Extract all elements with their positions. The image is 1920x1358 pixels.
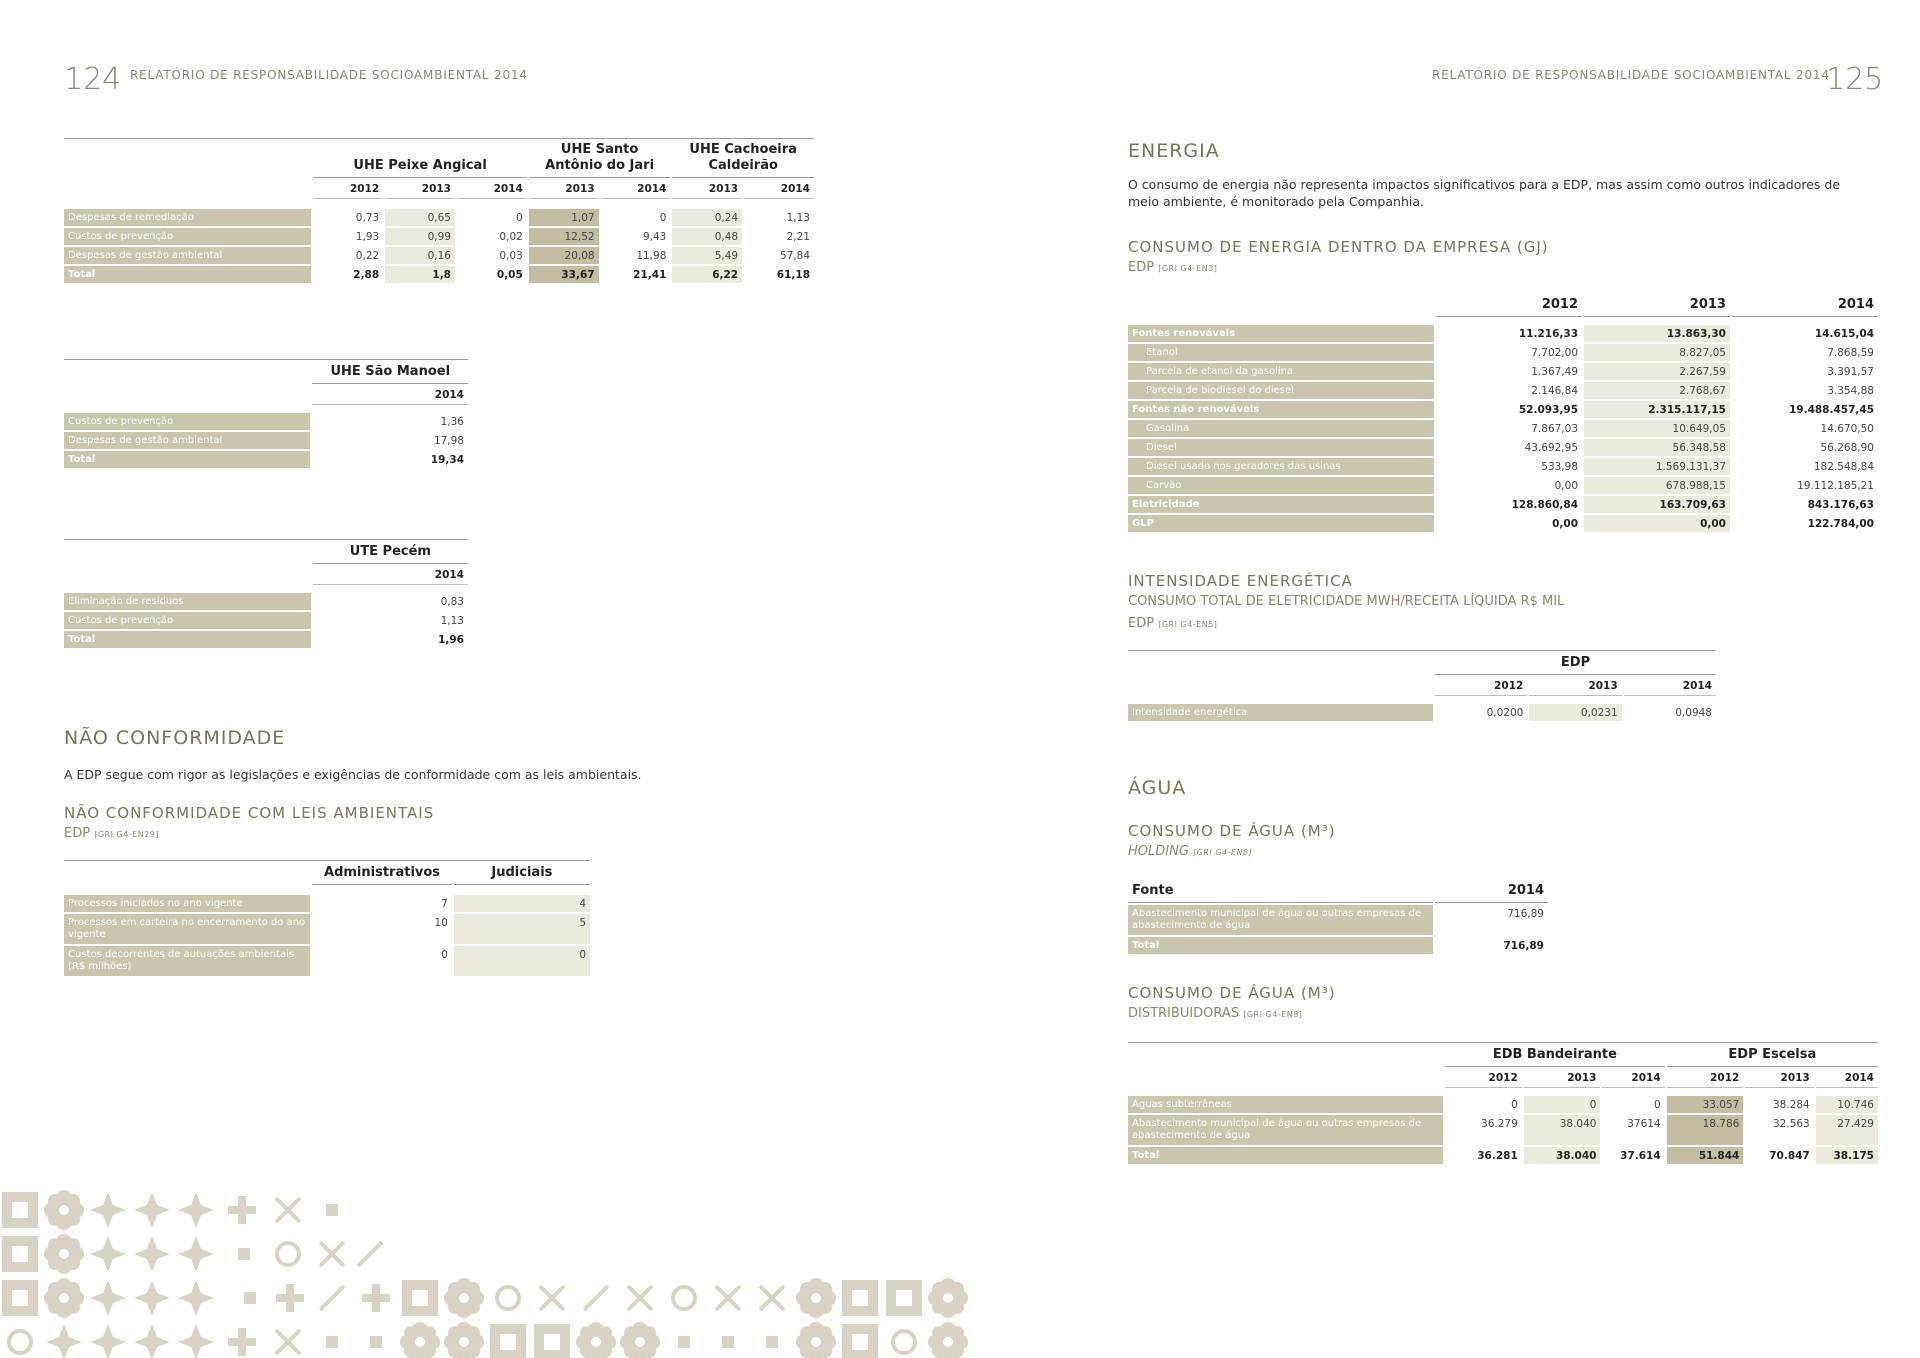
row-label: Abastecimento municipal de água ou outras empresas de abastecimento de água bbox=[1128, 905, 1433, 935]
cell: 10.746 bbox=[1816, 1096, 1878, 1113]
cell: 182.548,84 bbox=[1813, 460, 1874, 473]
table-row bbox=[64, 895, 590, 912]
cell: 19.488.457,45 bbox=[1788, 403, 1874, 416]
gri-code: [GRI G4-EN29] bbox=[94, 830, 160, 839]
row-label: Custos de prevenção bbox=[64, 228, 311, 245]
cell: 32.563 bbox=[1773, 1118, 1810, 1130]
table-agua-holding bbox=[1126, 880, 1550, 956]
table-row bbox=[1128, 704, 1716, 721]
year-header: 2012 bbox=[1667, 1069, 1744, 1088]
table-top-rule bbox=[64, 359, 468, 360]
row-label: Fontes renováveis bbox=[1128, 325, 1434, 342]
cell: 0,00 bbox=[1554, 479, 1579, 492]
cell: 3.354,88 bbox=[1827, 384, 1874, 397]
running-head-right: RELATÓRIO DE RESPONSABILIDADE SOCIOAMBIENTAL 2014 bbox=[1432, 68, 1830, 82]
year-header: 2014 bbox=[1602, 1069, 1664, 1088]
row-label: Abastecimento municipal de água ou outras empresas de abastecimento de água bbox=[1128, 1115, 1443, 1145]
cell: 1,13 bbox=[786, 211, 810, 224]
cell: 2.146,84 bbox=[1531, 384, 1579, 397]
cell: 38.040 bbox=[1524, 1147, 1601, 1164]
cell: 19,34 bbox=[430, 453, 464, 466]
cell: 716,89 bbox=[1507, 908, 1544, 920]
cell: 37614 bbox=[1627, 1118, 1661, 1130]
table-row bbox=[1128, 496, 1878, 513]
table-uhe-costs bbox=[62, 140, 816, 285]
row-label: Eliminação de resíduos bbox=[64, 593, 311, 610]
table-row bbox=[1128, 1096, 1878, 1113]
cell: 1,07 bbox=[529, 209, 599, 226]
cell: 0 bbox=[1653, 1098, 1661, 1111]
table-top-rule bbox=[1128, 650, 1716, 651]
table-row bbox=[64, 209, 814, 226]
cell: 0 bbox=[516, 211, 523, 224]
cell: 18.786 bbox=[1667, 1115, 1744, 1145]
year-header: 2014 bbox=[1732, 296, 1878, 317]
cell: 1,36 bbox=[440, 415, 464, 428]
cell: 37.614 bbox=[1620, 1149, 1661, 1162]
cell: 13.863,30 bbox=[1584, 325, 1730, 342]
year-header: 2013 bbox=[1745, 1069, 1813, 1088]
cell: 14.615,04 bbox=[1814, 327, 1874, 340]
group-uhe-sao-manoel: UHE São Manoel bbox=[312, 363, 468, 384]
year-header: 2012 bbox=[1445, 1069, 1522, 1088]
group-edb-bandeirante: EDB Bandeirante bbox=[1445, 1046, 1665, 1067]
cell: 0,99 bbox=[385, 228, 455, 245]
cell: 1,93 bbox=[355, 230, 380, 243]
cell: 128.860,84 bbox=[1511, 498, 1579, 511]
gri-prefix: EDP bbox=[64, 826, 91, 841]
table-intensidade bbox=[1126, 652, 1718, 723]
row-label: Processos em carteira no encerramento do ano vigente bbox=[64, 914, 310, 944]
year-header: 2012 bbox=[313, 180, 383, 199]
year-header: 2014 bbox=[457, 180, 527, 199]
cell: 0,00 bbox=[1552, 517, 1579, 530]
row-label: Despesas de gestão ambiental bbox=[64, 432, 310, 449]
cell: 2,21 bbox=[786, 230, 810, 243]
cell: 7.867,03 bbox=[1531, 422, 1579, 435]
section-title-energia: ENERGIA bbox=[1128, 140, 1220, 162]
cell: 7 bbox=[441, 897, 448, 910]
col-judiciais: Judiciais bbox=[454, 864, 590, 885]
cell: 0,0231 bbox=[1529, 704, 1621, 721]
subtitle-intensidade: INTENSIDADE ENERGÉTICA bbox=[1128, 572, 1353, 590]
cell: 56.348,58 bbox=[1584, 439, 1730, 456]
table-row-total bbox=[1128, 937, 1548, 954]
cell: 1,13 bbox=[440, 614, 464, 627]
row-label: Águas subterrâneas bbox=[1128, 1096, 1443, 1113]
cell: 7.868,59 bbox=[1827, 346, 1874, 359]
cell: 0 bbox=[441, 949, 448, 961]
cell: 678.988,15 bbox=[1584, 477, 1730, 494]
gri-code: [GRI G4-EN5] bbox=[1158, 620, 1218, 629]
col-fonte: Fonte bbox=[1128, 882, 1433, 903]
gri-reference bbox=[1128, 616, 1217, 631]
cell: 843.176,63 bbox=[1807, 498, 1874, 511]
table-agua-distribuidoras bbox=[1126, 1044, 1880, 1166]
cell: 33.057 bbox=[1667, 1096, 1744, 1113]
cell: 10.649,05 bbox=[1584, 420, 1730, 437]
cell: 163.709,63 bbox=[1584, 496, 1730, 513]
table-row bbox=[1128, 905, 1548, 935]
gri-prefix: EDP bbox=[1128, 616, 1155, 631]
year-header: 2014 bbox=[1435, 882, 1548, 903]
row-label: Fontes não renováveis bbox=[1128, 401, 1434, 418]
table-row bbox=[1128, 515, 1878, 532]
cell: 0,02 bbox=[499, 230, 523, 243]
row-label: Gasolina bbox=[1128, 420, 1434, 437]
cell: 52.093,95 bbox=[1518, 403, 1579, 416]
table-consumo-energia bbox=[1126, 294, 1880, 534]
subtitle-consumo-energia: CONSUMO DE ENERGIA DENTRO DA EMPRESA (GJ) bbox=[1128, 238, 1549, 256]
table-row bbox=[1128, 439, 1878, 456]
row-label: Carvão bbox=[1128, 477, 1434, 494]
section-title-nao-conformidade: NÃO CONFORMIDADE bbox=[64, 727, 286, 749]
cell: 4 bbox=[454, 895, 590, 912]
cell: 0,00 bbox=[1584, 515, 1730, 532]
gri-reference bbox=[1128, 1006, 1302, 1021]
group-uhe-peixe-angical: UHE Peixe Angical bbox=[313, 142, 526, 178]
page-number-right: 125 bbox=[1826, 62, 1884, 97]
table-top-rule bbox=[64, 860, 590, 861]
cell: 716,89 bbox=[1503, 939, 1544, 952]
cell: 2.267,59 bbox=[1584, 363, 1730, 380]
table-ute-pecem bbox=[62, 541, 470, 650]
year-header: 2014 bbox=[312, 386, 468, 405]
table-uhe-sao-manoel bbox=[62, 361, 470, 470]
cell: 9,43 bbox=[642, 230, 667, 243]
cell: 17,98 bbox=[433, 434, 464, 447]
table-row bbox=[64, 593, 468, 610]
cell: 0 bbox=[659, 211, 667, 224]
running-head-left: RELATÓRIO DE RESPONSABILIDADE SOCIOAMBIENTAL 2014 bbox=[130, 68, 528, 82]
table-row bbox=[1128, 363, 1878, 380]
cell: 3.391,57 bbox=[1827, 365, 1874, 378]
cell: 2.315.117,15 bbox=[1584, 401, 1730, 418]
table-row bbox=[1128, 401, 1878, 418]
cell: 0 bbox=[454, 946, 590, 976]
group-uhe-cachoeira: UHE Cachoeira Caldeirão bbox=[672, 142, 814, 178]
cell: 1.569.131,37 bbox=[1584, 458, 1730, 475]
row-label: Custos decorrentes de autuações ambientais (R$ milhões) bbox=[64, 946, 310, 976]
cell: 1,96 bbox=[438, 633, 464, 646]
table-row bbox=[1128, 382, 1878, 399]
table-nao-conformidade bbox=[62, 862, 592, 978]
row-label: Etanol bbox=[1128, 344, 1434, 361]
group-ute-pecem: UTE Pecém bbox=[313, 543, 468, 564]
cell: 38.284 bbox=[1773, 1098, 1810, 1111]
year-header: 2013 bbox=[1529, 677, 1621, 696]
year-header: 2014 bbox=[1816, 1069, 1878, 1088]
table-row bbox=[64, 413, 468, 430]
paragraph-nao-conformidade: A EDP segue com rigor as legislações e exigências de conformidade com as leis ambientais. bbox=[64, 767, 642, 782]
cell: 70.847 bbox=[1769, 1149, 1810, 1162]
cell: 20,08 bbox=[529, 247, 599, 264]
cell: 11.216,33 bbox=[1518, 327, 1579, 340]
cell: 0,65 bbox=[385, 209, 455, 226]
cell: 19.112.185,21 bbox=[1797, 479, 1874, 492]
cell: 0,0948 bbox=[1675, 706, 1712, 719]
cell: 2.768,67 bbox=[1584, 382, 1730, 399]
row-label: Total bbox=[64, 266, 311, 283]
row-label: Intensidade energética bbox=[1128, 704, 1433, 721]
cell: 0,0200 bbox=[1486, 706, 1524, 719]
cell: 0,03 bbox=[499, 249, 523, 262]
row-label: Total bbox=[1128, 937, 1433, 954]
row-label: Total bbox=[1128, 1147, 1443, 1164]
cell: 7.702,00 bbox=[1531, 346, 1579, 359]
gri-reference bbox=[1128, 844, 1252, 859]
group-uhe-santo-antonio: UHE Santo Antônio do Jari bbox=[529, 142, 671, 178]
table-top-rule bbox=[64, 539, 468, 540]
year-header: 2014 bbox=[601, 180, 671, 199]
table-row-total bbox=[64, 451, 468, 468]
table-row bbox=[1128, 477, 1878, 494]
group-edp: EDP bbox=[1435, 654, 1716, 675]
cell: 33,67 bbox=[529, 266, 599, 283]
cell: 56.268,90 bbox=[1820, 441, 1874, 454]
year-header: 2013 bbox=[672, 180, 742, 199]
cell: 1,8 bbox=[385, 266, 455, 283]
cell: 14.670,50 bbox=[1820, 422, 1874, 435]
gri-reference bbox=[64, 826, 159, 841]
cell: 27.429 bbox=[1816, 1115, 1878, 1145]
cell: 5 bbox=[454, 914, 590, 944]
cell: 0,83 bbox=[440, 595, 464, 608]
page-number-left: 124 bbox=[64, 62, 122, 97]
table-row bbox=[64, 247, 814, 264]
year-header: 2014 bbox=[1624, 677, 1716, 696]
row-label: Diesel bbox=[1128, 439, 1434, 456]
table-row-total bbox=[1128, 1147, 1878, 1164]
cell: 0,22 bbox=[355, 249, 380, 262]
subtitle-consumo-agua-distribuidoras: CONSUMO DE ÁGUA (M³) bbox=[1128, 984, 1336, 1002]
cell: 36.281 bbox=[1477, 1149, 1518, 1162]
year-header: 2013 bbox=[385, 180, 455, 199]
table-row bbox=[64, 914, 590, 944]
subtitle-nao-conformidade-leis: NÃO CONFORMIDADE COM LEIS AMBIENTAIS bbox=[64, 804, 435, 822]
cell: 51.844 bbox=[1667, 1147, 1744, 1164]
section-title-agua: ÁGUA bbox=[1128, 777, 1187, 799]
row-label: Custos de prevenção bbox=[64, 413, 310, 430]
row-label: Processos iniciados no ano vigente bbox=[64, 895, 310, 912]
cell: 8.827,05 bbox=[1584, 344, 1730, 361]
gri-code: [GRI G4-EN3] bbox=[1158, 264, 1218, 273]
cell: 0,48 bbox=[672, 228, 742, 245]
cell: 38.175 bbox=[1816, 1147, 1878, 1164]
cell: 43.692,95 bbox=[1524, 441, 1579, 454]
row-label: Despesas de remediação bbox=[64, 209, 311, 226]
row-label: Total bbox=[64, 451, 310, 468]
cell: 0 bbox=[1511, 1098, 1518, 1111]
col-administrativos: Administrativos bbox=[312, 864, 452, 885]
table-row bbox=[64, 612, 468, 629]
year-header: 2014 bbox=[744, 180, 814, 199]
gri-prefix: DISTRIBUIDORAS bbox=[1128, 1006, 1240, 1021]
cell: 21,41 bbox=[633, 268, 667, 281]
row-label: Despesas de gestão ambiental bbox=[64, 247, 311, 264]
cell: 11,98 bbox=[636, 249, 667, 262]
cell: 0 bbox=[1524, 1096, 1601, 1113]
table-row bbox=[1128, 325, 1878, 342]
cell: 38.040 bbox=[1524, 1115, 1601, 1145]
paragraph-energia: O consumo de energia não representa impactos significativos para a EDP, mas assim como outros indicadores de meio ambiente, é monitorado pela Companhia. bbox=[1128, 177, 1841, 209]
row-label: Total bbox=[64, 631, 311, 648]
gri-code: [GRI G4-EN8] bbox=[1243, 1010, 1303, 1019]
cell: 2,88 bbox=[353, 268, 380, 281]
row-label: Parcela de biodiesel do diesel bbox=[1128, 382, 1434, 399]
cell: 533,98 bbox=[1541, 460, 1579, 473]
cell: 6,22 bbox=[672, 266, 742, 283]
cell: 36.279 bbox=[1481, 1118, 1518, 1130]
table-top-rule bbox=[64, 138, 814, 139]
cell: 0,16 bbox=[385, 247, 455, 264]
year-header: 2014 bbox=[313, 566, 468, 585]
table-row-total bbox=[64, 266, 814, 283]
year-header: 2012 bbox=[1435, 677, 1527, 696]
subtitle-consumo-agua-holding: CONSUMO DE ÁGUA (M³) bbox=[1128, 822, 1336, 840]
decorative-pattern bbox=[0, 1190, 980, 1358]
gri-code: [GRI G4-EN8] bbox=[1193, 848, 1253, 857]
row-label: Custos de prevenção bbox=[64, 612, 311, 629]
group-edp-escelsa: EDP Escelsa bbox=[1667, 1046, 1878, 1067]
year-header: 2013 bbox=[1524, 1069, 1601, 1088]
table-row bbox=[1128, 458, 1878, 475]
row-label: GLP bbox=[1128, 515, 1434, 532]
table-row bbox=[64, 946, 590, 976]
row-label: Diesel usado nos geradores das usinas bbox=[1128, 458, 1434, 475]
cell: 5,49 bbox=[672, 247, 742, 264]
cell: 10 bbox=[434, 917, 448, 929]
gri-prefix: EDP bbox=[1128, 260, 1155, 275]
table-row bbox=[1128, 344, 1878, 361]
cell: 0,05 bbox=[496, 268, 523, 281]
cell: 0,24 bbox=[672, 209, 742, 226]
gri-prefix: HOLDING bbox=[1128, 844, 1189, 859]
year-header: 2013 bbox=[1584, 296, 1730, 317]
cell: 12,52 bbox=[529, 228, 599, 245]
year-header: 2012 bbox=[1436, 296, 1582, 317]
cell: 57,84 bbox=[779, 249, 810, 262]
cell: 0,73 bbox=[355, 211, 380, 224]
row-label: Eletricidade bbox=[1128, 496, 1434, 513]
year-header: 2013 bbox=[529, 180, 599, 199]
table-row bbox=[1128, 1115, 1878, 1145]
intensidade-description: CONSUMO TOTAL DE ELETRICIDADE MWH/RECEITA LÍQUIDA R$ MIL bbox=[1128, 594, 1565, 609]
cell: 61,18 bbox=[776, 268, 810, 281]
table-row-total bbox=[64, 631, 468, 648]
cell: 122.784,00 bbox=[1807, 517, 1874, 530]
table-top-rule bbox=[1128, 1042, 1878, 1043]
table-row bbox=[64, 432, 468, 449]
table-row bbox=[64, 228, 814, 245]
table-row bbox=[1128, 420, 1878, 437]
gri-reference bbox=[1128, 260, 1217, 275]
row-label: Parcela de etanol da gasolina bbox=[1128, 363, 1434, 380]
cell: 1.367,49 bbox=[1531, 365, 1579, 378]
